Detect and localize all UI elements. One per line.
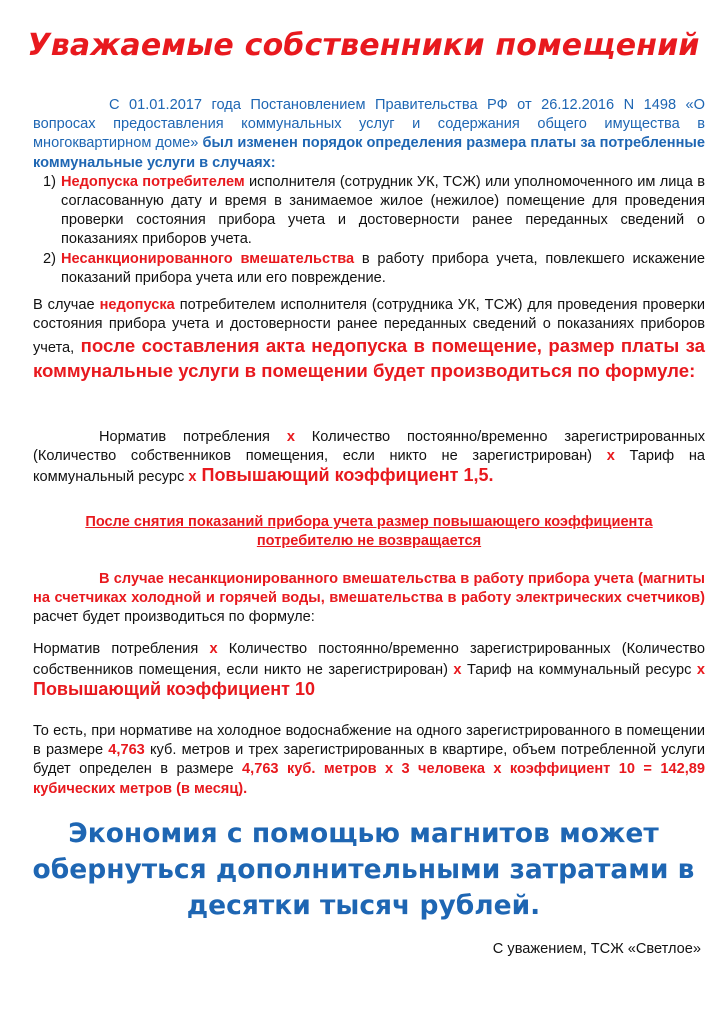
case-highlight: Несанкционированного вмешательства	[61, 250, 355, 267]
vmeshatelstvo-rest: расчет будет производиться по формуле:	[33, 609, 315, 626]
formula-1-a: Норматив потребления	[99, 429, 287, 445]
multiply-sign: х	[209, 641, 218, 657]
slogan-line-2: обернуться дополнительными затратами в	[32, 854, 695, 885]
vmeshatelstvo-paragraph	[33, 570, 705, 628]
example-section	[33, 722, 705, 799]
formula-1	[33, 428, 705, 488]
multiply-sign: х	[453, 662, 462, 679]
formula-2-a: Норматив потребления	[33, 641, 210, 657]
intro-paragraph	[33, 96, 705, 173]
nedopusk-red: недопуска	[99, 297, 175, 313]
multiply-sign: х	[188, 469, 197, 486]
nedopusk-big: после составления акта недопуска в помещение, размер платы за коммунальные услуги в помещении будет производиться по формуле:	[33, 335, 705, 381]
vmeshatelstvo-red: В случае несанкционированного вмешательства в работу прибора учета (магниты на счетчиках холодной и горячей воды, вмешательства в работу электрических счетчиков)	[33, 571, 705, 607]
multiply-sign: х	[606, 448, 615, 465]
list-item	[33, 250, 705, 288]
formula-2-c: Тариф на коммунальный ресурс	[461, 662, 697, 679]
list-item	[33, 173, 705, 250]
list-item-number: 1)	[43, 173, 56, 190]
example-a: То есть, при нормативе на холодное водоснабжение на одного зарегистрированного в помещении в размере	[33, 723, 705, 759]
formula-2-b: Количество постоянно/временно зарегистрированных (Количество собственников помещения, если никто не зарегистрирован)	[33, 641, 705, 679]
multiply-sign: х	[286, 429, 295, 445]
nedopusk-pre: В случае	[33, 297, 100, 313]
intro-section	[33, 96, 705, 288]
formula-2-text	[33, 640, 705, 702]
formula-1-b: Количество постоянно/временно зарегистрированных (Количество собственников помещения, если никто не зарегистрирован)	[33, 429, 706, 465]
formula-2	[33, 640, 705, 702]
vmeshatelstvo-section	[33, 570, 705, 628]
formula-2-coefficient: Повышающий коэффициент 10	[33, 679, 315, 700]
example-b: куб. метров и трех зарегистрированных в квартире, объем потребленной услуги будет определен в размере	[33, 742, 705, 778]
nedopusk-section	[33, 296, 705, 383]
slogan-line-1: Экономия с помощью магнитов может	[68, 818, 659, 849]
signature: С уважением, ТСЖ «Светлое»	[492, 941, 701, 957]
example-value-1: 4,763	[108, 742, 145, 759]
list-item-number: 2)	[43, 250, 56, 267]
example-calculation: 4,763 куб. метров х 3 человека х коэффициент 10 = 142,89 кубических метров (в месяц).	[33, 761, 705, 797]
cases-list	[33, 173, 705, 288]
intro-bold-text: был изменен порядок определения размера платы за потребленные коммунальные услуги в случаях:	[33, 135, 706, 171]
slogan-line-3: десятки тысяч рублей.	[186, 890, 541, 921]
coefficient-note-text: После снятия показаний прибора учета размер повышающего коэффициента потребителю не возвращается	[85, 514, 653, 550]
case-text: в работу прибора учета, повлекшего искажение показаний прибора учета или его повреждение.	[61, 250, 705, 286]
multiply-sign: х	[696, 662, 705, 679]
formula-1-text	[33, 428, 705, 488]
page-title: Уважаемые собственники помещений	[27, 28, 700, 63]
case-text: исполнителя (сотрудник УК, ТСЖ) или уполномоченного им лица в согласованную дату и время в занимаемое жилое (нежилое) помещение для проведения проверки состояния прибора учета и достоверности ранее переданных сведений о показаниях приборов учета.	[61, 173, 706, 248]
formula-1-coefficient: Повышающий коэффициент 1,5.	[196, 465, 494, 486]
slogan	[0, 816, 727, 924]
formula-1-c: Тариф на коммунальный ресурс	[33, 448, 705, 486]
nedopusk-mid: потребителем исполнителя (сотрудника УК, ТСЖ) для проведения проверки состояния прибора учета и достоверности ранее переданных сведений о показаниях приборов учета,	[33, 297, 705, 357]
nedopusk-paragraph	[33, 296, 705, 383]
example-paragraph	[33, 722, 705, 799]
coefficient-note	[33, 513, 705, 551]
intro-decree-text: С 01.01.2017 года Постановлением Правительства РФ от 26.12.2016 N 1498 «О вопросах предоставления коммунальных услуг и содержания общего имущества в многоквартирном доме»	[33, 97, 705, 152]
case-highlight: Недопуска потребителем	[61, 173, 245, 190]
